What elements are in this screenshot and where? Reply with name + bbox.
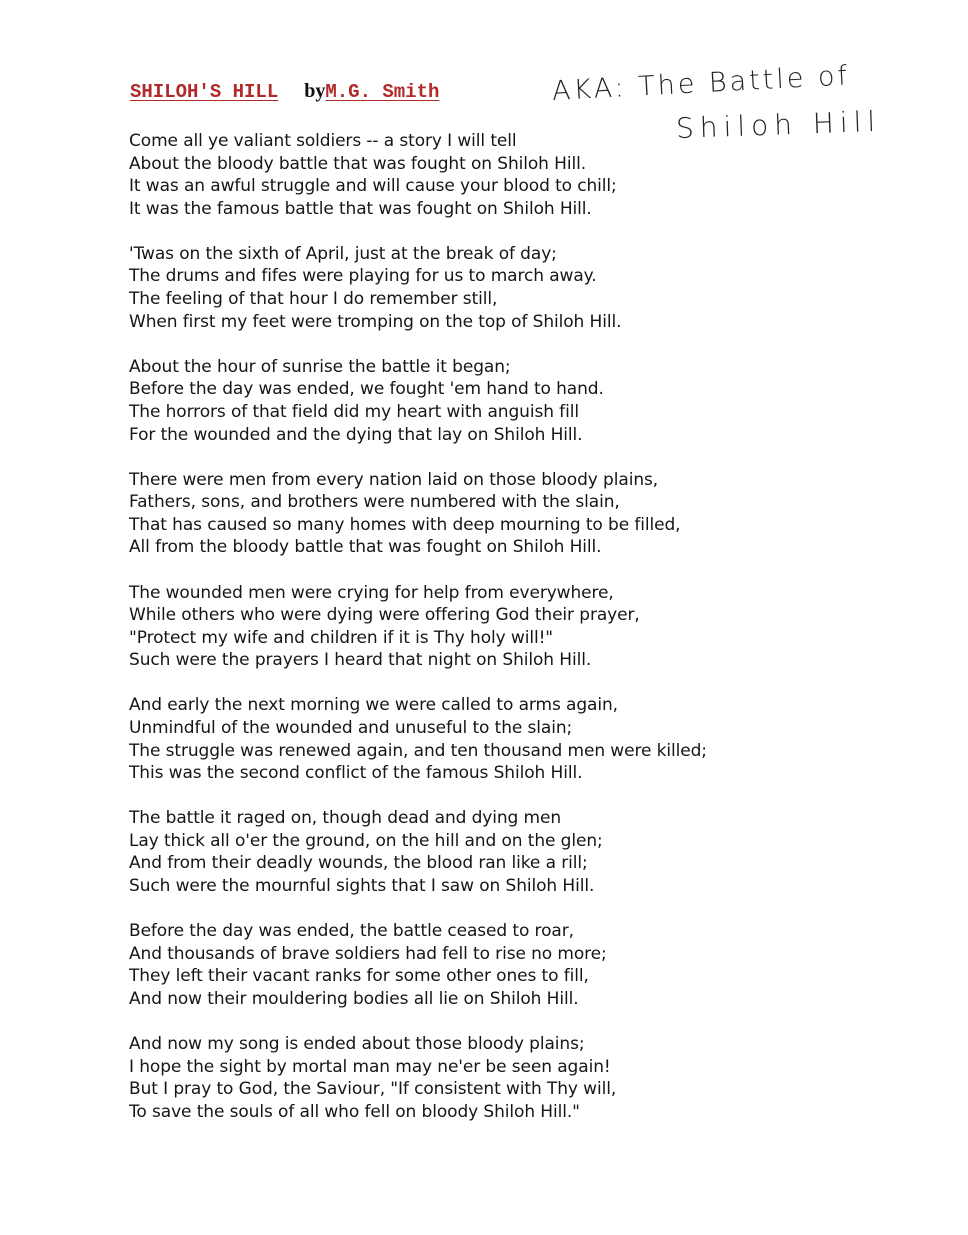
poem-line: The feeling of that hour I do remember still, xyxy=(129,289,498,310)
stanza xyxy=(129,582,829,672)
poem-line: And now my song is ended about those bloody plains; xyxy=(129,1034,585,1054)
poem-line: To save the souls of all who fell on bloody Shiloh Hill." xyxy=(129,1101,580,1122)
poem-line: It was the famous battle that was fought on Shiloh Hill. xyxy=(129,198,592,219)
poem-line: This was the second conflict of the famous Shiloh Hill. xyxy=(129,763,583,784)
poem-line: It was an awful struggle and will cause your blood to chill; xyxy=(129,176,617,197)
poem-body xyxy=(129,130,829,1146)
stanza xyxy=(129,130,829,220)
poem-header xyxy=(130,80,439,103)
poem-line: There were men from every nation laid on those bloody plains, xyxy=(129,469,659,490)
poem-line: Before the day was ended, the battle ceased to roar, xyxy=(129,921,574,942)
poem-author: M.G. Smith xyxy=(325,81,440,103)
poem-line: The battle it raged on, though dead and dying men xyxy=(129,808,562,829)
stanza xyxy=(129,356,829,446)
poem-line: Before the day was ended, we fought 'em hand to hand. xyxy=(129,379,604,400)
stanza xyxy=(129,807,829,897)
poem-line: Come all ye valiant soldiers -- a story I will tell xyxy=(129,131,517,151)
poem-line: The struggle was renewed again, and ten thousand men were killed; xyxy=(129,740,707,761)
poem-line: 'Twas on the sixth of April, just at the break of day; xyxy=(129,243,557,264)
handwritten-note-line-1: AKA: The Battle of xyxy=(551,60,851,107)
poem-line: While others who were dying were offering God their prayer, xyxy=(129,605,640,626)
poem-line: Such were the mournful sights that I saw on Shiloh Hill. xyxy=(129,876,595,897)
poem-line: About the bloody battle that was fought on Shiloh Hill. xyxy=(129,153,586,174)
poem-line: "Protect my wife and children if it is Thy holy will!" xyxy=(129,627,554,648)
poem-line: That has caused so many homes with deep mourning to be filled, xyxy=(129,514,681,535)
poem-line: I hope the sight by mortal man may ne'er be seen again! xyxy=(129,1056,611,1077)
poem-line: Such were the prayers I heard that night on Shiloh Hill. xyxy=(129,650,592,671)
poem-title: SHILOH'S HILL xyxy=(130,81,279,103)
poem-line: The drums and fifes were playing for us to march away. xyxy=(129,266,597,287)
stanza xyxy=(129,694,829,784)
poem-line: They left their vacant ranks for some other ones to fill, xyxy=(129,966,589,987)
poem-line: But I pray to God, the Saviour, "If consistent with Thy will, xyxy=(129,1079,617,1100)
stanza xyxy=(129,1033,829,1123)
by-label: by xyxy=(304,80,326,102)
stanza xyxy=(129,920,829,1010)
poem-line: About the hour of sunrise the battle it began; xyxy=(129,356,511,377)
poem-line: Fathers, sons, and brothers were numbered with the slain, xyxy=(129,492,620,513)
poem-line: When first my feet were tromping on the top of Shiloh Hill. xyxy=(129,311,622,332)
poem-line: Unmindful of the wounded and unuseful to the slain; xyxy=(129,717,573,738)
poem-line: The horrors of that field did my heart with anguish fill xyxy=(129,401,579,422)
poem-line: For the wounded and the dying that lay on Shiloh Hill. xyxy=(129,424,583,445)
poem-line: The wounded men were crying for help from everywhere, xyxy=(129,582,614,603)
poem-line: And early the next morning we were called to arms again, xyxy=(129,695,618,716)
poem-line: And now their mouldering bodies all lie on Shiloh Hill. xyxy=(129,988,579,1009)
poem-line: All from the bloody battle that was fought on Shiloh Hill. xyxy=(129,537,602,558)
poem-line: And thousands of brave soldiers had fell to rise no more; xyxy=(129,943,607,964)
poem-line: Lay thick all o'er the ground, on the hill and on the glen; xyxy=(129,830,603,851)
stanza xyxy=(129,243,829,333)
stanza xyxy=(129,469,829,559)
handwritten-note-line-2: Shiloh Hill xyxy=(675,104,882,145)
poem-line: And from their deadly wounds, the blood ran like a rill; xyxy=(129,853,588,874)
